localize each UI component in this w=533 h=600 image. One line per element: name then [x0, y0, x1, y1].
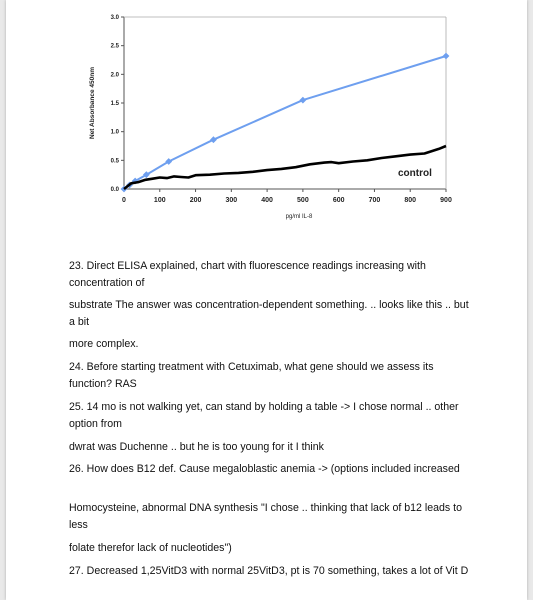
paragraph-q26-part2: Homocysteine, abnormal DNA synthesis "I chose .. thinking that lack of b12 leads to less — [69, 502, 462, 531]
control-series-label: control — [398, 168, 432, 179]
x-axis-label: pg/ml IL-8 — [285, 214, 313, 220]
paragraph-q23-part3: more complex. — [69, 338, 139, 350]
x-tick-label: 300 — [225, 197, 238, 204]
x-tick-label: 0 — [122, 197, 126, 204]
x-tick-label: 100 — [153, 197, 166, 204]
x-tick-label: 600 — [332, 197, 345, 204]
paragraph-q24: 24. Before starting treatment with Cetuximab, what gene should we assess its function? RAS — [69, 361, 434, 390]
il8-absorbance-chart — [6, 0, 527, 235]
x-tick-label: 900 — [440, 197, 452, 204]
paragraph-q26-part3: folate therefor lack of nucleotides") — [69, 542, 232, 554]
y-tick-label: 2.0 — [110, 72, 119, 79]
x-tick-label: 200 — [189, 197, 202, 204]
paragraph-q27: 27. Decreased 1,25VitD3 with normal 25VitD3, pt is 70 something, takes a lot of Vit D — [69, 565, 469, 577]
x-tick-label: 700 — [368, 197, 381, 204]
data-point-marker — [299, 97, 306, 104]
y-tick-label: 1.0 — [110, 129, 119, 136]
paragraph-q23-part1: 23. Direct ELISA explained, chart with fluorescence readings increasing with concentration of — [69, 260, 426, 289]
document-page — [6, 0, 527, 600]
y-tick-label: 0.5 — [110, 158, 119, 165]
paragraph-q26-part1: 26. How does B12 def. Cause megaloblastic anemia -> (options included increased — [69, 463, 460, 475]
x-tick-label: 400 — [261, 197, 273, 204]
data-point-marker — [210, 136, 217, 143]
paragraph-q23-part2: substrate The answer was concentration-dependent something. .. looks like this .. but a bit — [69, 299, 469, 328]
y-tick-label: 3.0 — [110, 15, 119, 21]
x-tick-label: 800 — [404, 197, 417, 204]
y-tick-label: 1.5 — [110, 101, 119, 107]
y-tick-label: 2.5 — [110, 43, 119, 50]
data-point-marker — [443, 53, 450, 60]
x-tick-label: 500 — [297, 197, 309, 204]
y-axis-label: Net Absorbance 450nm — [89, 66, 96, 140]
y-tick-label: 0.0 — [110, 187, 119, 193]
paragraph-q25-part1: 25. 14 mo is not walking yet, can stand by holding a table -> I chose normal .. other option from — [69, 401, 459, 430]
paragraph-q25-part2: dwrat was Duchenne .. but he is too young for it I think — [69, 441, 324, 453]
